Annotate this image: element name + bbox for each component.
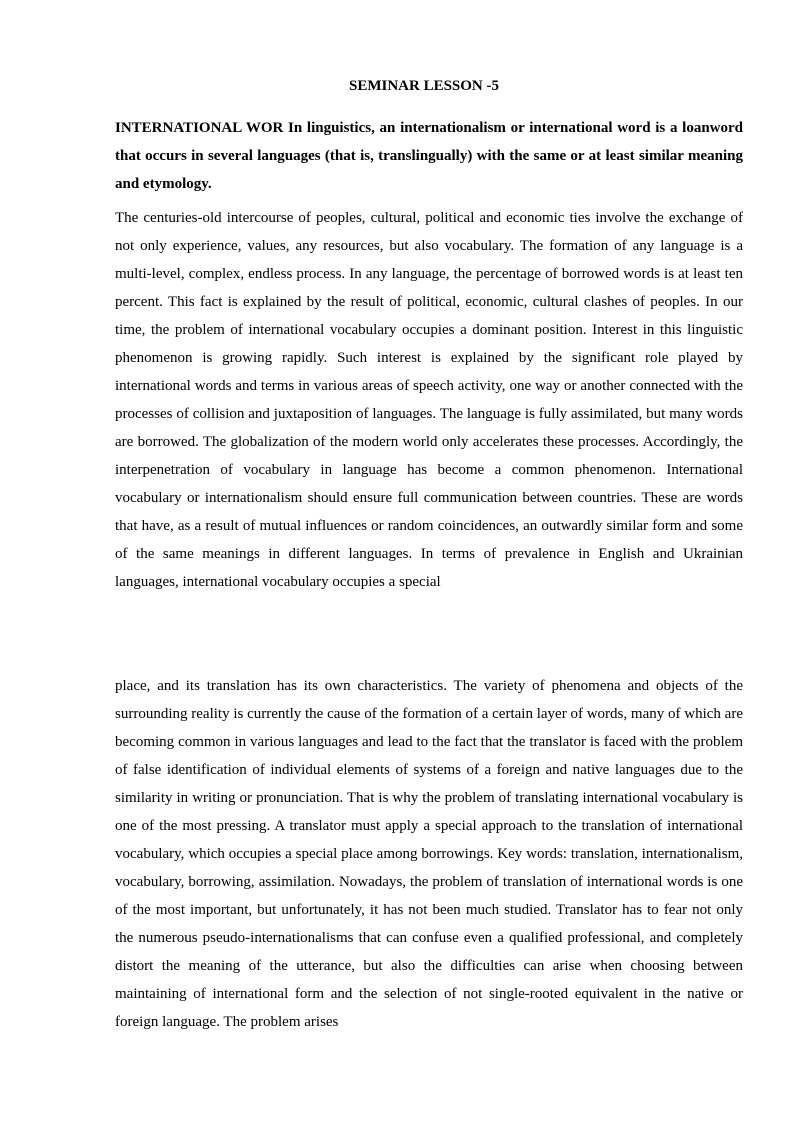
body-paragraph-2: place, and its translation has its own characteristics. The variety of phenomena and objects of the surrounding reality is currently the cause of the formation of a certain layer of words, many of which are becoming common in various languages and lead to the fact that the translator is faced with the problem of false identification of individual elements of systems of a foreign and native languages due to the similarity in writing or pronunciation. That is why the problem of translating international vocabulary is one of the most pressing. A translator must apply a special approach to the translation of international vocabulary, which occupies a special place among borrowings. Key words: translation, internationalism, vocabulary, borrowing, assimilation. Nowadays, the problem of translation of international words is one of the most important, but unfortunately, it has not been much studied. Translator has to fear not only the numerous pseudo-internationalisms that can confuse even a qualified professional, and completely distort the meaning of the utterance, but also the difficulties can arise when choosing between maintaining of international form and the selection of not single-rooted equivalent in the native or foreign language. The problem arises: [115, 678, 743, 1030]
page-title: SEMINAR LESSON -5: [348, 78, 500, 94]
body-paragraph-1: The centuries-old intercourse of peoples, cultural, political and economic ties involve the exchange of not only experience, values, any resources, but also vocabulary. The formation of any language is a multi-level, complex, endless process. In any language, the percentage of borrowed words is at least ten percent. This fact is explained by the result of political, economic, cultural clashes of peoples. In our time, the problem of international vocabulary occupies a dominant position. Interest in this linguistic phenomenon is growing rapidly. Such interest is explained by the significant role played by international words and terms in various areas of speech activity, one way or another connected with the processes of collision and juxtaposition of languages. The language is fully assimilated, but many words are borrowed. The globalization of the modern world only accelerates these processes. Accordingly, the interpenetration of vocabulary in language has become a common phenomenon. International vocabulary or internationalism should ensure full communication between countries. These are words that have, as a result of mutual influences or random coincidences, an outwardly similar form and some of the same meanings in different languages. In terms of prevalence in English and Ukrainian languages, international vocabulary occupies a special: [115, 210, 743, 590]
section-heading: INTERNATIONAL WOR In linguistics, an internationalism or international word is a loanword that occurs in several languages (that is, translingually) with the same or at least similar meaning and etymology.: [115, 120, 743, 192]
